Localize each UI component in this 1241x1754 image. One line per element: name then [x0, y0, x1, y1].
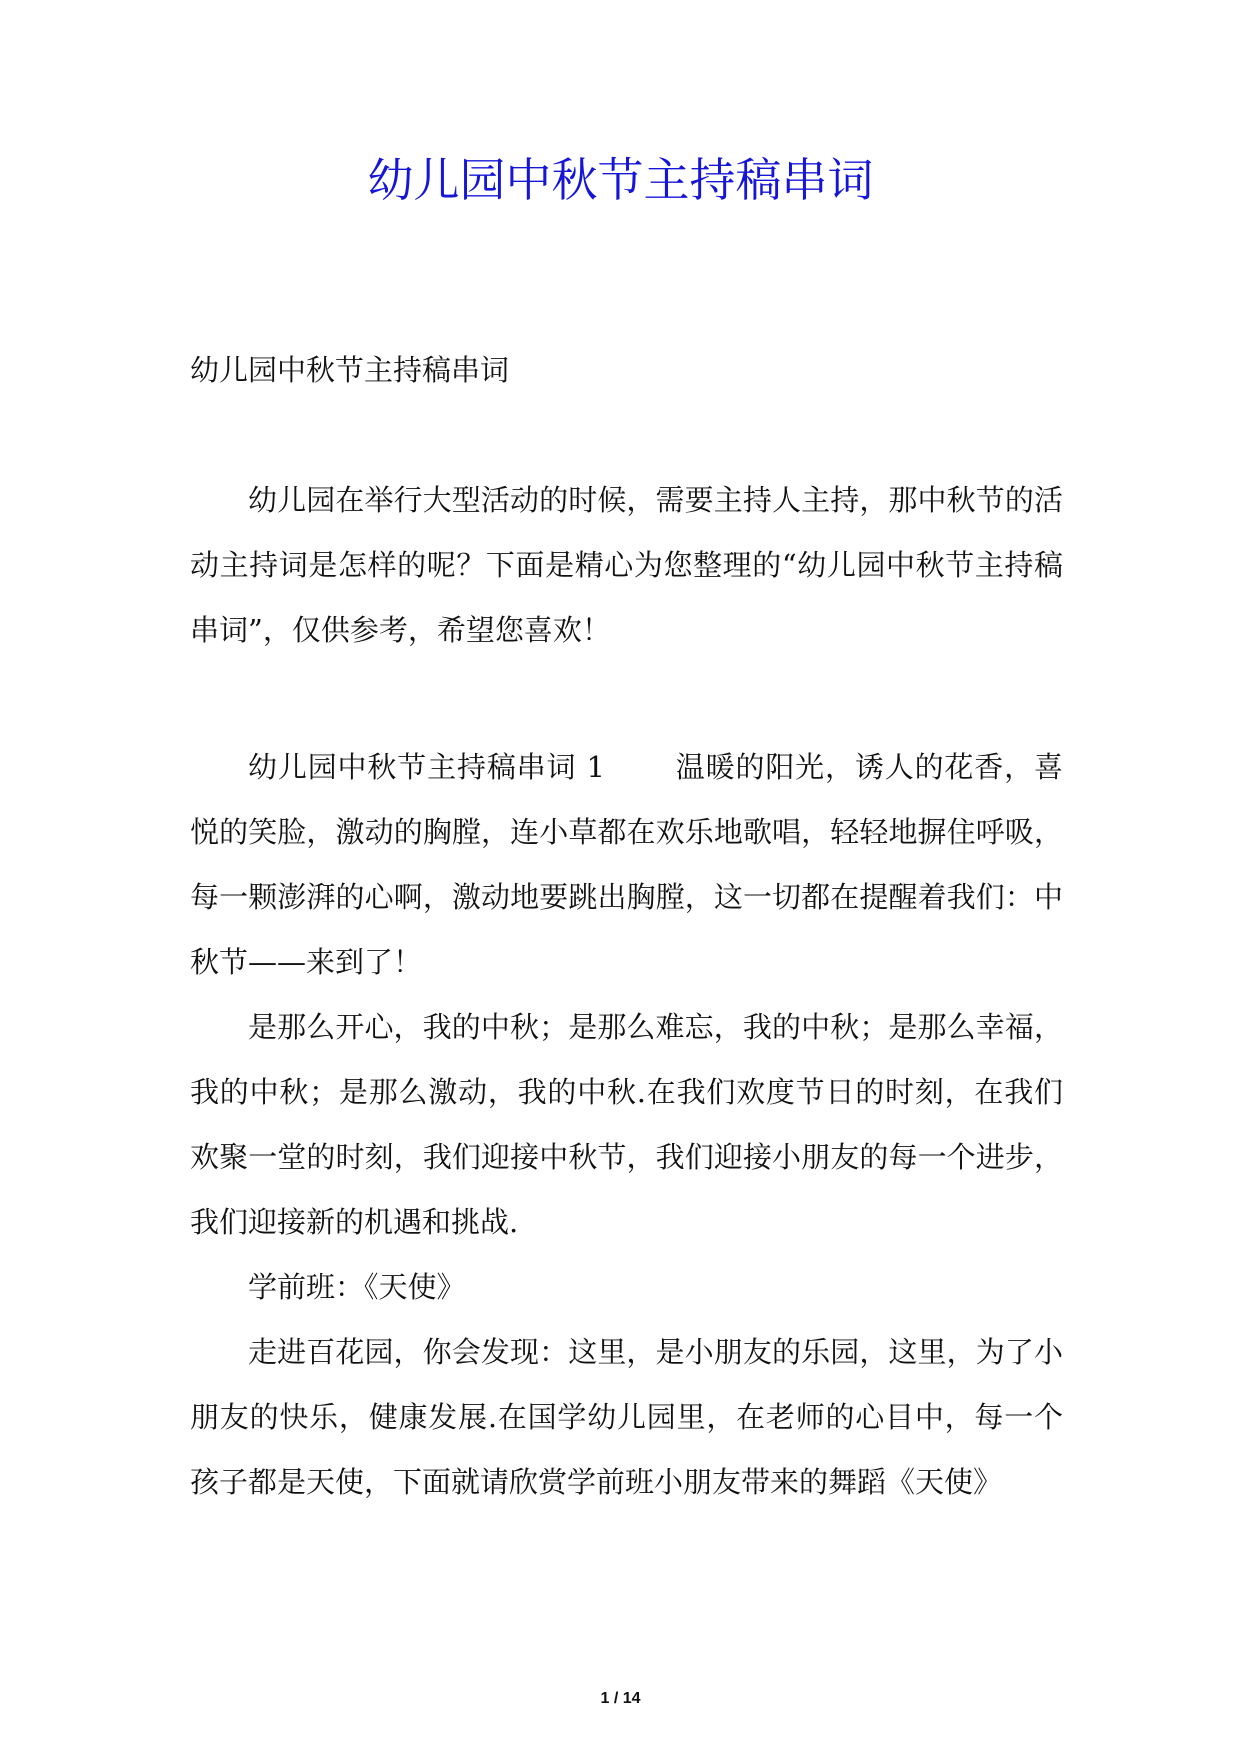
document-subtitle: 幼儿园中秋节主持稿串词: [190, 353, 510, 387]
section-paragraph: [190, 735, 1063, 995]
program-heading: 学前班：《天使》: [248, 1270, 466, 1304]
section-first-text: 温暖的阳光，诱人的花香，喜悦的笑脸，激动的胸膛，连小草都在欢乐地歌唱，轻轻地摒住呼吸，每一颗澎湃的心啊，激动地要跳出胸膛，这一切都在提醒着我们：中秋节——来到了！: [190, 750, 1063, 979]
intro-paragraph: 幼儿园在举行大型活动的时候，需要主持人主持，那中秋节的活动主持词是怎样的呢？下面是精心为您整理的“幼儿园中秋节主持稿串词”，仅供参考，希望您喜欢！: [190, 483, 1063, 647]
body-paragraph: 是那么开心，我的中秋；是那么难忘，我的中秋；是那么幸福，我的中秋；是那么激动，我的中秋.在我们欢度节日的时刻，在我们欢聚一堂的时刻，我们迎接中秋节，我们迎接小朋友的每一个进步，我们迎接新的机遇和挑战.: [190, 1010, 1063, 1239]
document-title: 幼儿园中秋节主持稿串词: [367, 153, 874, 207]
body-paragraph: 走进百花园，你会发现：这里，是小朋友的乐园，这里，为了小朋友的快乐，健康发展.在国学幼儿园里，在老师的心目中，每一个孩子都是天使，下面就请欣赏学前班小朋友带来的舞蹈《天使》: [190, 1335, 1063, 1499]
page-number: 1 / 14: [600, 1690, 641, 1707]
document-body: [190, 350, 1063, 1515]
section-heading: 幼儿园中秋节主持稿串词 1: [248, 750, 605, 784]
